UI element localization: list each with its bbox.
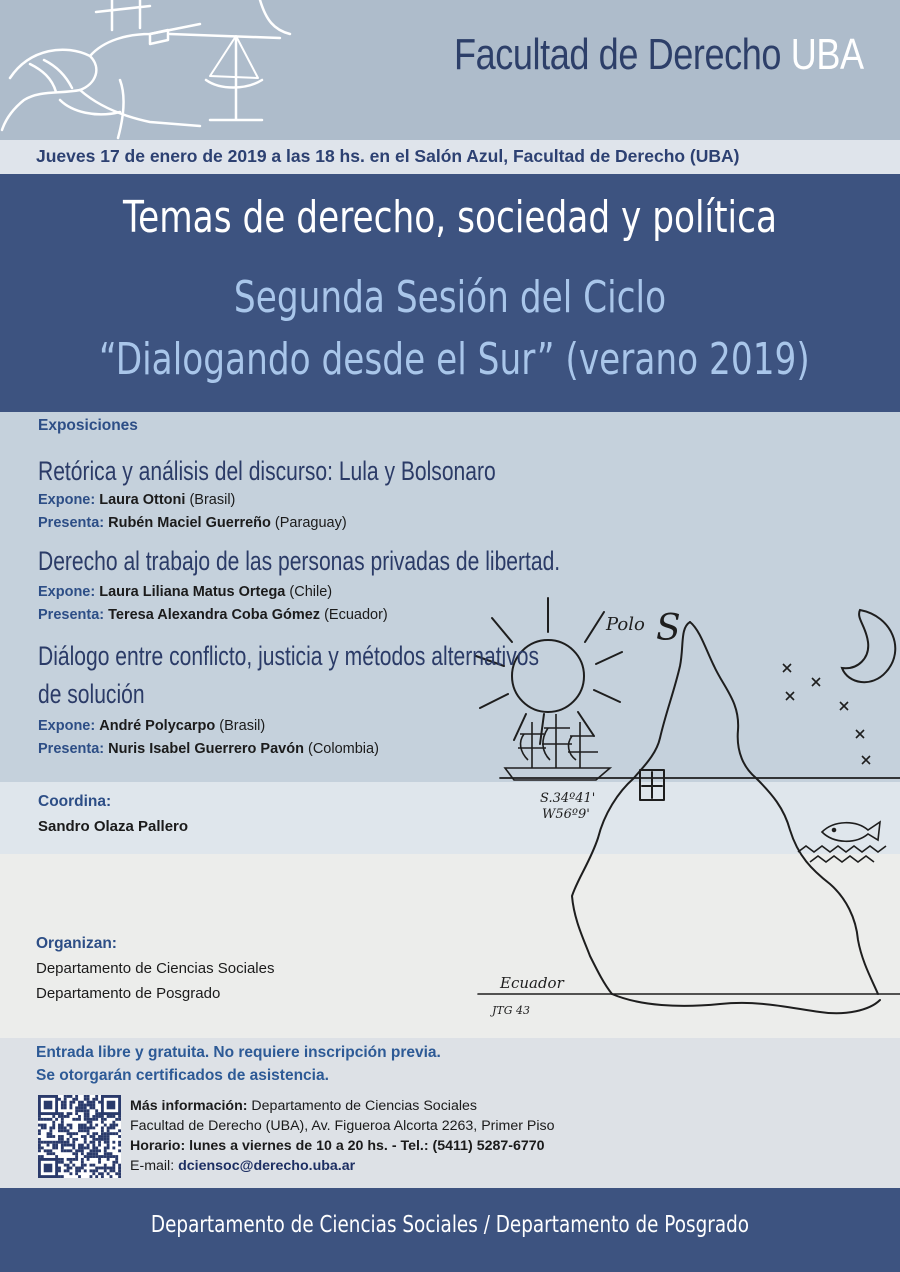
map-coords-line2: W56º9' [542,807,590,822]
fish-and-waves-icon [798,822,886,862]
expone-country: (Brasil) [189,492,236,508]
expone-country: (Brasil) [219,718,266,734]
presenta-name: Rubén Maciel Guerreño [108,515,271,531]
email-label: E-mail: [130,1158,175,1174]
expone-name: Laura Liliana Matus Ortega [99,584,286,600]
horario-label: Horario: [130,1138,186,1154]
presenta-country: (Colombia) [307,741,379,757]
email-link[interactable]: dciensoc@derecho.uba.ar [178,1158,356,1174]
expone-label: Expone: [38,718,96,734]
info-horario [130,1138,545,1154]
main-title: Temas de derecho, sociedad y política [122,192,777,243]
map-coords-line1: S.34º41' [540,791,596,806]
presenta-label: Presenta: [38,515,105,531]
moon-icon [842,610,895,682]
presenta-name: Teresa Alexandra Coba Gómez [108,607,321,623]
presenta-name: Nuris Isabel Guerrero Pavón [108,741,304,757]
stars-icon [783,664,870,764]
notice-free-entry: Entrada libre y gratuita. No requiere inscripción previa. [36,1044,441,1061]
talk-presenta [38,741,379,757]
presenta-label: Presenta: [38,741,105,757]
coordina-label: Coordina: [38,793,112,810]
presenta-country: (Paraguay) [274,515,347,531]
talk-title: Retórica y análisis del discurso: Lula y Bolsonaro [38,456,496,486]
horario-value: lunes a viernes de 10 a 20 hs. - Tel.: (5411) 5287-6770 [189,1138,545,1154]
mas-info-label: Más información: [130,1098,248,1114]
organizan-label: Organizan: [36,935,117,952]
brand-main: Facultad de Derecho [454,30,782,79]
expone-name: André Polycarpo [99,718,216,734]
expone-label: Expone: [38,584,96,600]
subtitle-line-2: “Dialogando desde el Sur” (verano 2019) [99,334,810,385]
info-mas-informacion [130,1098,477,1114]
expone-label: Expone: [38,492,96,508]
brand-accent: UBA [791,30,864,79]
mas-info-value: Departamento de Ciencias Sociales [251,1098,477,1114]
expone-country: (Chile) [289,584,333,600]
map-label-s: S [656,608,681,649]
coordina-name: Sandro Olaza Pallero [38,818,189,835]
brand-title [454,30,864,80]
expone-name: Laura Ottoni [99,492,186,508]
justice-figure-icon [2,0,290,138]
info-email [130,1158,355,1174]
organizer-item: Departamento de Posgrado [36,985,221,1002]
info-address: Facultad de Derecho (UBA), Av. Figueroa Alcorta 2263, Primer Piso [130,1118,555,1134]
talk-presenta [38,607,388,623]
exposiciones-label: Exposiciones [38,417,138,434]
map-signature: JTG 43 [492,1004,531,1017]
talk-title-continued: de solución [38,679,145,709]
talk-title: Derecho al trabajo de las personas privadas de libertad. [38,546,561,576]
qr-code-icon [38,1095,121,1178]
subtitle-line-1: Segunda Sesión del Ciclo [233,272,667,323]
presenta-country: (Ecuador) [324,607,388,623]
map-label-ecuador: Ecuador [500,974,564,992]
talk-presenta [38,515,347,531]
notice-certificates: Se otorgarán certificados de asistencia. [36,1067,329,1084]
talk-expone [38,718,265,734]
talk-expone [38,584,332,600]
presenta-label: Presenta: [38,607,105,623]
talk-title: Diálogo entre conflicto, justicia y métodos alternativos [38,641,540,671]
map-label-polo: Polo [606,614,645,635]
talk-expone [38,492,235,508]
event-date-line: Jueves 17 de enero de 2019 a las 18 hs. en el Salón Azul, Facultad de Derecho (UBA) [36,146,740,166]
organizer-item: Departamento de Ciencias Sociales [36,960,275,977]
footer-text: Departamento de Ciencias Sociales / Departamento de Posgrado [150,1212,750,1238]
